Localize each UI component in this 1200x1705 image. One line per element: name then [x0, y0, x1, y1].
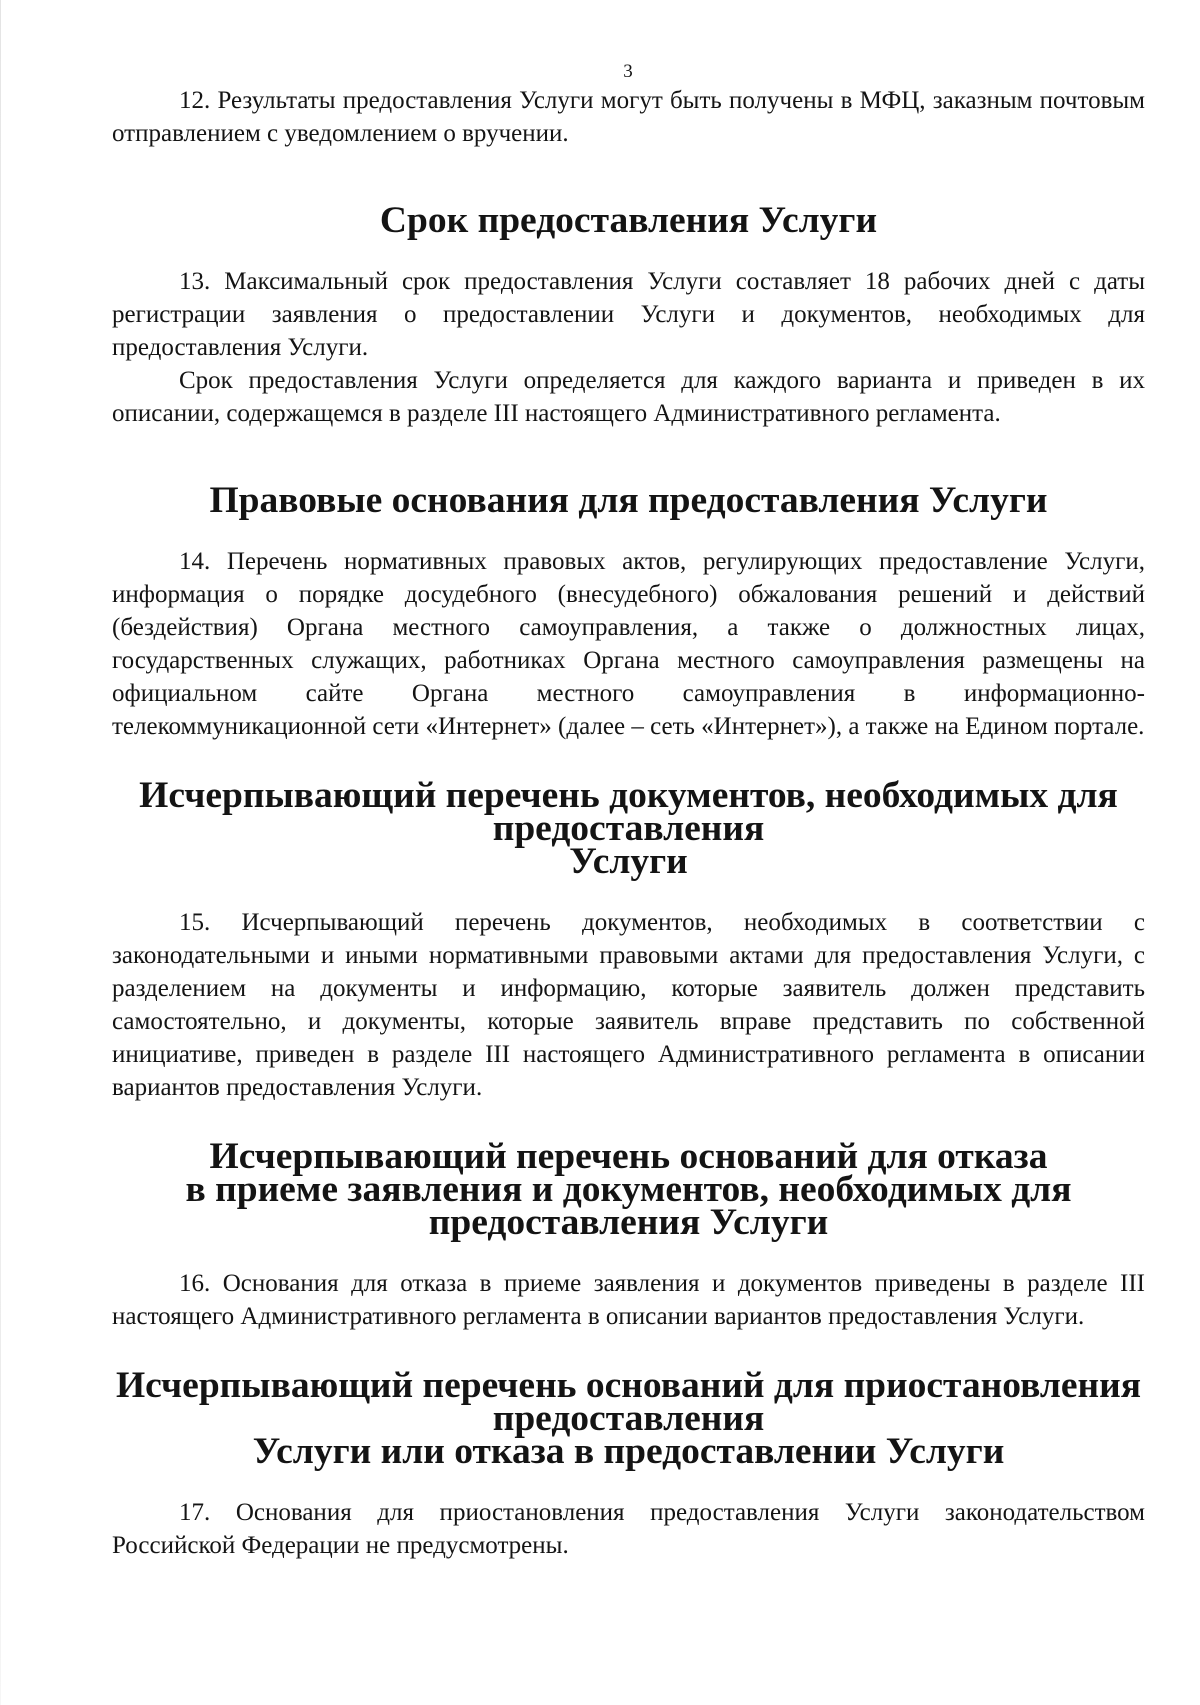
document-body	[112, 84, 1145, 1562]
spacer	[112, 1239, 1145, 1267]
paragraph-12: 12. Результаты предоставления Услуги могут быть получены в МФЦ, заказным почтовым отправлением с уведомлением о вручении.	[112, 87, 1145, 147]
spacer	[112, 878, 1145, 906]
heading-documents-line-2: Услуги	[569, 841, 688, 882]
spacer	[112, 237, 1145, 265]
paragraph-15: 15. Исчерпывающий перечень документов, необходимых в соответствии с законодательными и иными нормативными правовыми актами для предоставления Услуги, с разделением на документы и информацию, которые заявитель должен представить самостоятельно, и документы, которые заявитель вправе представить по собственной инициативе, приведен в разделе III настоящего Административного регламента в описании вариантов предоставления Услуги.	[112, 909, 1145, 1101]
paragraph-16: 16. Основания для отказа в приеме заявления и документов приведены в разделе III настоящего Административного регламента в описании вариантов предоставления Услуги.	[112, 1270, 1145, 1330]
spacer	[112, 1104, 1145, 1140]
heading-refusal-line-1: Исчерпывающий перечень оснований для отказа	[209, 1136, 1048, 1177]
scan-edge-shadow	[0, 0, 1, 1705]
spacer	[112, 743, 1145, 779]
heading-suspension-grounds	[112, 1365, 1145, 1472]
heading-documents-list	[112, 775, 1145, 882]
heading-suspension-line-2: Услуги или отказа в предоставлении Услуги	[252, 1431, 1005, 1472]
spacer	[112, 1468, 1145, 1496]
heading-legal-basis: Правовые основания для предоставления Услуги	[209, 480, 1048, 521]
spacer	[112, 430, 1145, 484]
heading-documents-line-1: Исчерпывающий перечень документов, необходимых для предоставления	[139, 775, 1118, 849]
spacer	[112, 517, 1145, 545]
paragraph-13-b: Срок предоставления Услуги определяется для каждого варианта и приведен в их описании, содержащемся в разделе III настоящего Административного регламента.	[112, 367, 1145, 427]
spacer	[112, 150, 1145, 204]
paragraph-13-a: 13. Максимальный срок предоставления Услуги составляет 18 рабочих дней с даты регистрации заявления о предоставлении Услуги и документов, необходимых для предоставления Услуги.	[112, 268, 1145, 361]
heading-suspension-line-1: Исчерпывающий перечень оснований для приостановления предоставления	[115, 1365, 1142, 1439]
paragraph-17: 17. Основания для приостановления предоставления Услуги законодательством Российской Федерации не предусмотрены.	[112, 1499, 1145, 1559]
heading-service-term: Срок предоставления Услуги	[379, 200, 878, 241]
heading-refusal-line-2: в приеме заявления и документов, необходимых для предоставления Услуги	[185, 1169, 1072, 1243]
heading-refusal-grounds	[112, 1136, 1145, 1243]
page-number: 3	[623, 61, 633, 82]
paragraph-14: 14. Перечень нормативных правовых актов, регулирующих предоставление Услуги, информация о порядке досудебного (внесудебного) обжалования решений и действий (бездействия) Органа местного самоуправления, а также о должностных лицах, государственных служащих, работниках Органа местного самоуправления размещены на официальном сайте Органа местного самоуправления в информационно-телекоммуникационной сети «Интернет» (далее – сеть «Интернет»), а также на Едином портале.	[112, 548, 1145, 740]
spacer	[112, 1333, 1145, 1369]
